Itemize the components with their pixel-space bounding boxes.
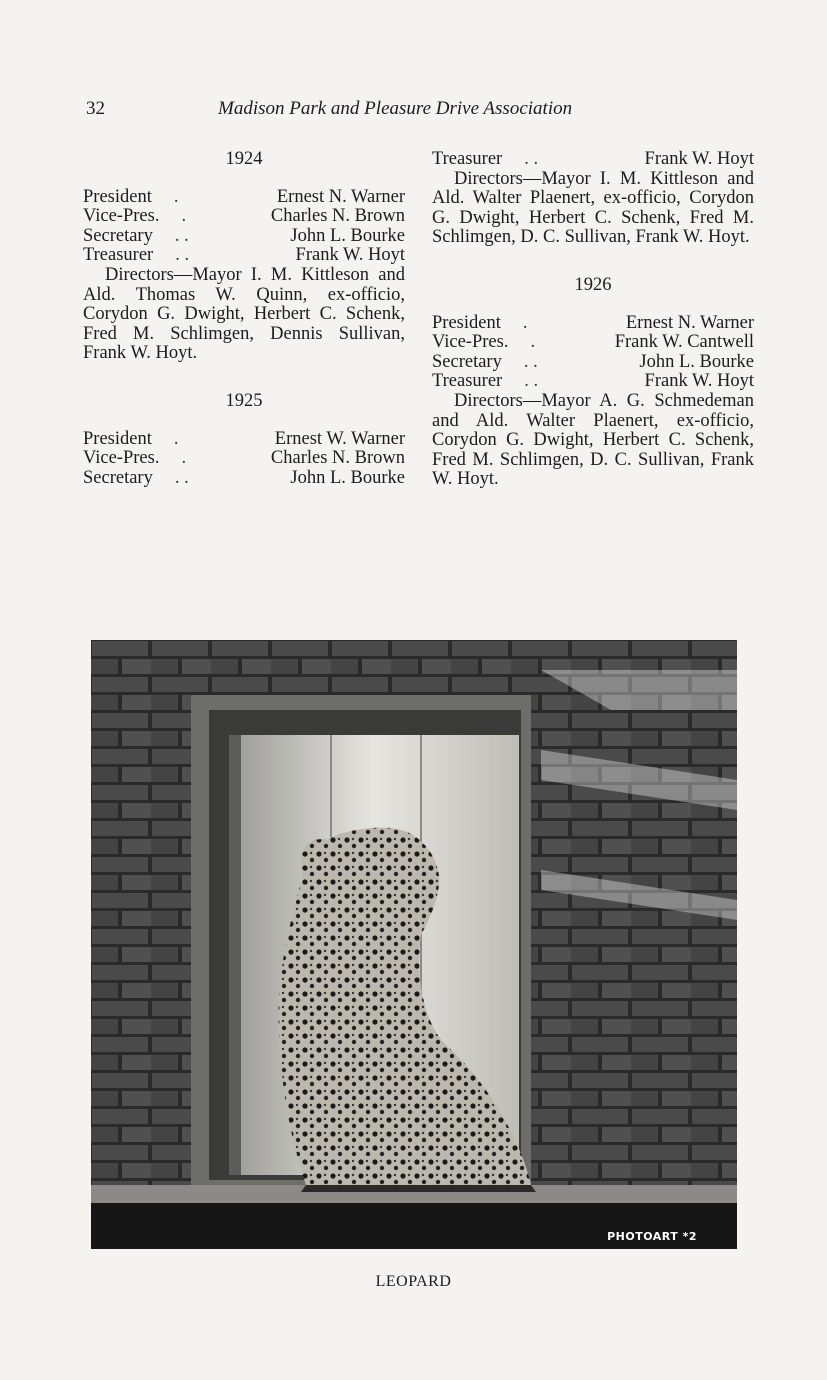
left-column [83,150,405,488]
leader-dots: . . [524,149,539,169]
officer-role: Treasurer [83,245,154,266]
officer-name: John L. Bourke [639,351,754,372]
year-heading-1924: 1924 [225,149,263,169]
page-header [86,98,746,124]
officer-role: Vice-Pres. [83,206,160,227]
leader-dots: . [522,312,528,333]
officer-role: Treasurer [432,371,503,392]
officer-row [432,150,754,170]
officer-name: Ernest W. Warner [274,428,405,449]
officer-row [432,314,754,334]
officer-name: Ernest N. Warner [625,312,754,333]
officer-row [83,227,405,247]
leader-dots: . . [174,225,189,246]
directors-paragraph-1925: Directors—Mayor I. M. Kittleson and Ald. Walter Plaenert, ex-officio, Corydon G. Dwight, Herbert C. Schenk, Fred M. Schlimgen, D. C. Sullivan, Frank W. Hoyt. [432,168,754,248]
page-number: 32 [86,98,105,119]
officer-role: Vice-Pres. [432,332,509,353]
officer-role: President [83,428,152,449]
leader-dots: . [181,206,187,227]
right-column [432,150,754,490]
leopard-photograph [91,640,737,1249]
officer-role: Secretary [83,467,153,488]
officer-role: President [432,312,501,333]
officer-name: Frank W. Hoyt [644,371,754,392]
officer-role: Vice-Pres. [83,448,160,469]
leader-dots: . . [175,245,190,266]
photo-mark: PHOTOART *2 [607,1230,697,1243]
officer-role: President [83,186,152,207]
officer-row [432,372,754,392]
leader-dots: . . [523,351,538,372]
officer-row [83,246,405,266]
leader-dots: . [181,448,187,469]
running-title: Madison Park and Pleasure Drive Association [218,98,573,119]
leader-dots: . . [524,371,539,392]
directors-paragraph-1926: Directors—Mayor A. G. Schmedeman and Ald. Walter Plaenert, ex-officio, Corydon G. Dwight, Herbert C. Schenk, Fred M. Schlimgen, D. C. Sullivan, Frank W. Hoyt. [432,390,754,490]
leopard-photo-illustration [91,640,737,1249]
photo-caption: LEOPARD [375,1273,452,1290]
officer-name: Ernest N. Warner [276,186,405,207]
year-heading-1925: 1925 [225,390,263,411]
officer-role: Secretary [432,351,502,372]
officer-row [83,430,405,450]
officer-row [432,333,754,353]
officer-row [83,188,405,208]
officer-row [83,207,405,227]
officer-role: Treasurer [432,149,503,169]
year-heading-1926: 1926 [574,274,612,295]
leader-dots: . . [174,467,189,488]
officer-name: John L. Bourke [290,225,405,246]
leader-dots: . [173,186,179,207]
officer-name: Frank W. Cantwell [614,332,754,353]
officer-name: Frank W. Hoyt [644,149,754,169]
directors-paragraph-1924: Directors—Mayor I. M. Kittleson and Ald. Thomas W. Quinn, ex-officio, Corydon G. Dwight, Herbert C. Schenk, Fred M. Schlimgen, Dennis Sullivan, Frank W. Hoyt. [83,264,405,364]
leader-dots: . [530,332,536,353]
officer-name: Charles N. Brown [270,206,405,227]
officer-row [432,353,754,373]
officer-row [83,449,405,469]
officer-name: Charles N. Brown [270,448,405,469]
officer-role: Secretary [83,225,153,246]
officer-name: Frank W. Hoyt [295,245,405,266]
leader-dots: . [173,428,179,449]
officer-row [83,469,405,489]
officer-name: John L. Bourke [290,467,405,488]
